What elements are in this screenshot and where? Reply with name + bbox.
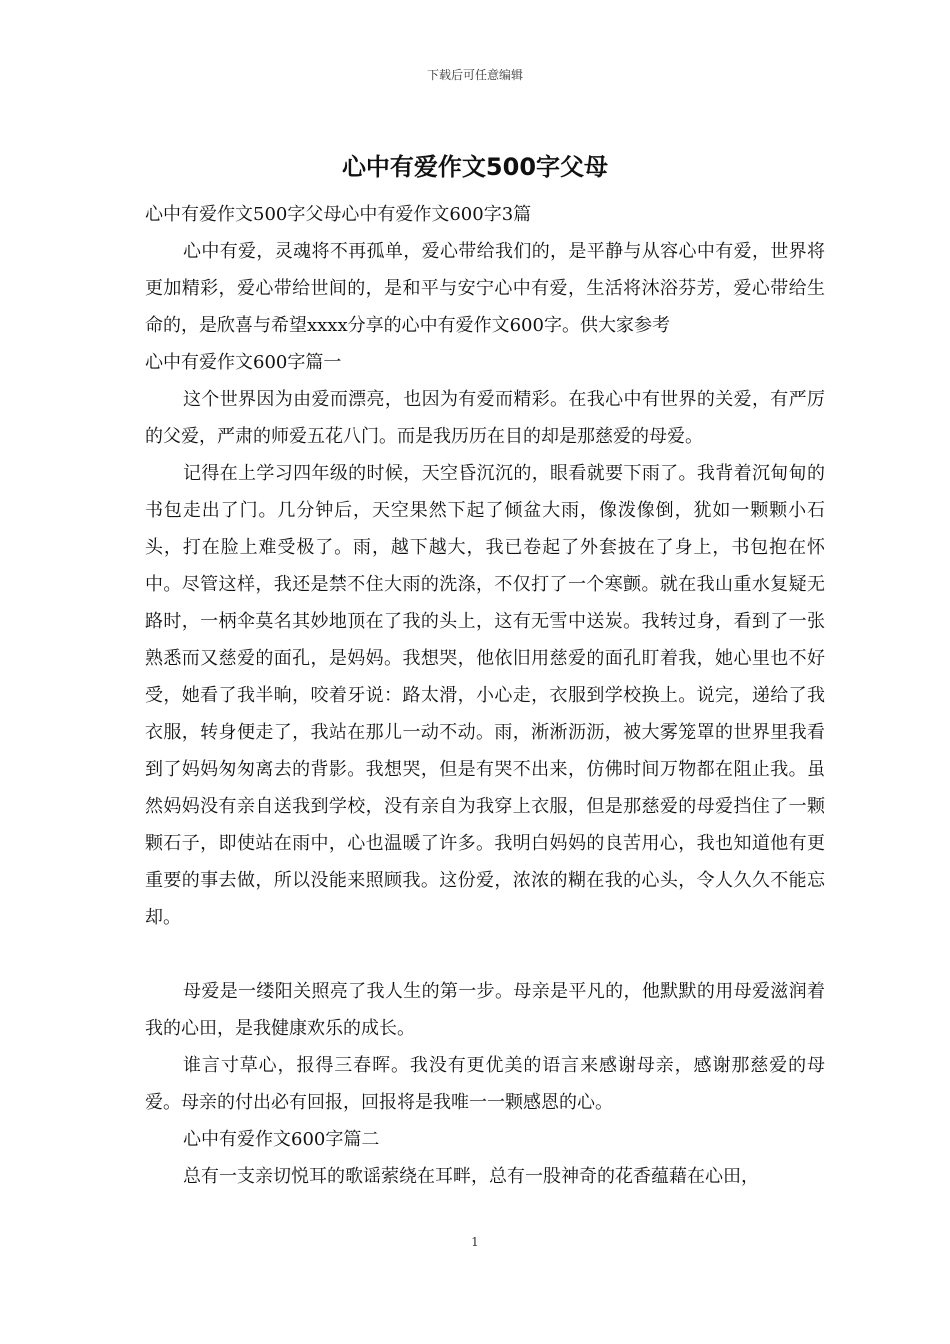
paragraph: 这个世界因为由爱而漂亮，也因为有爱而精彩。在我心中有世界的关爱，有严厉的父爱，严肃的师爱五花八门。而是我历历在目的却是那慈爱的母爱。: [145, 389, 825, 447]
page-number: 1: [471, 1235, 479, 1249]
section-heading-1: 心中有爱作文600字篇一: [145, 352, 342, 373]
document-body: [145, 196, 825, 1195]
section-heading-2: 心中有爱作文600字篇二: [183, 1129, 380, 1150]
paragraph: 总有一支亲切悦耳的歌谣萦绕在耳畔，总有一股神奇的花香蕴藉在心田，: [183, 1166, 759, 1187]
intro-paragraph: 心中有爱，灵魂将不再孤单，爱心带给我们的，是平静与从容心中有爱，世界将更加精彩，爱心带给世间的，是和平与安宁心中有爱，生活将沐浴芬芳，爱心带给生命的，是欣喜与希望xxxx分享的心中有爱作文600字。供大家参考: [145, 241, 825, 336]
paragraph: 谁言寸草心，报得三春晖。我没有更优美的语言来感谢母亲，感谢那慈爱的母爱。母亲的付出必有回报，回报将是我唯一一颗感恩的心。: [145, 1055, 825, 1113]
page-header: 下载后可任意编辑: [426, 68, 523, 82]
document-title: 心中有爱作文500字父母: [341, 153, 609, 181]
subtitle-line: 心中有爱作文500字父母心中有爱作文600字3篇: [145, 204, 532, 225]
paragraph: 记得在上学习四年级的时候，天空昏沉沉的，眼看就要下雨了。我背着沉甸甸的书包走出了门。几分钟后，天空果然下起了倾盆大雨，像泼像倒，犹如一颗颗小石头，打在脸上难受极了。雨，越下越大，我已卷起了外套披在了身上，书包抱在怀中。尽管这样，我还是禁不住大雨的洗涤，不仅打了一个寒颤。就在我山重水复疑无路时，一柄伞莫名其妙地顶在了我的头上，这有无雪中送炭。我转过身，看到了一张熟悉而又慈爱的面孔，是妈妈。我想哭，他依旧用慈爱的面孔盯着我，她心里也不好受，她看了我半晌，咬着牙说：路太滑，小心走，衣服到学校换上。说完，递给了我衣服，转身便走了，我站在那儿一动不动。雨，淅淅沥沥，被大雾笼罩的世界里我看到了妈妈匆匆离去的背影。我想哭，但是有哭不出来，仿佛时间万物都在阻止我。虽然妈妈没有亲自送我到学校，没有亲自为我穿上衣服，但是那慈爱的母爱挡住了一颗颗石子，即使站在雨中，心也温暖了许多。我明白妈妈的良苦用心，我也知道他有更重要的事去做，所以没能来照顾我。这份爱，浓浓的糊在我的心头，令人久久不能忘却。: [145, 463, 825, 928]
paragraph: 母爱是一缕阳关照亮了我人生的第一步。母亲是平凡的，他默默的用母爱滋润着我的心田，是我健康欢乐的成长。: [145, 981, 825, 1039]
